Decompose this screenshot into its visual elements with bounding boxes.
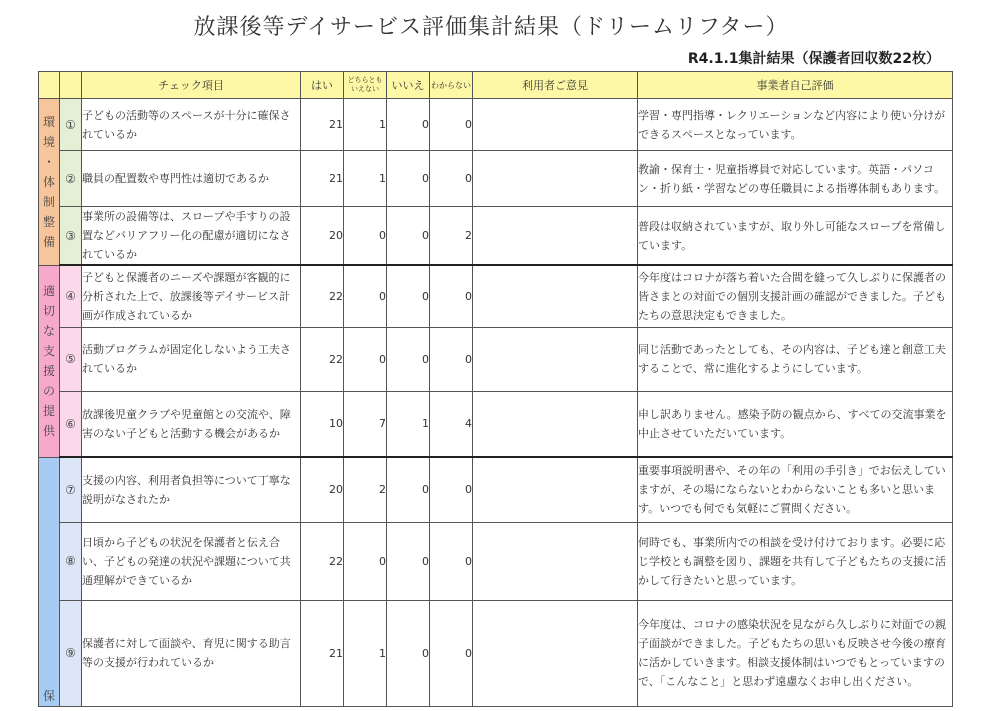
- user-opinion-cell: [473, 327, 638, 391]
- unknown-count: 0: [430, 99, 473, 151]
- row-number: ⑤: [60, 327, 82, 391]
- survey-summary-subtitle: R4.1.1集計結果（保護者回収数22枚）: [687, 51, 940, 67]
- row-number: ⑥: [60, 391, 82, 457]
- category-char: ・: [42, 154, 55, 169]
- check-item-text: 子どもと保護者のニーズや課題が客観的に分析された上で、放課後等デイサービス計画が作成されているか: [82, 265, 301, 327]
- table-row: [39, 327, 953, 391]
- category-char: 切: [42, 304, 55, 318]
- table-row: [39, 151, 953, 207]
- user-opinion-cell: [473, 265, 638, 327]
- check-item-text: 日頃から子どもの状況を保護者と伝え合い、子どもの発達の状況や課題について共通理解ができているか: [82, 522, 301, 600]
- unknown-count: 4: [430, 391, 473, 457]
- category-char: 供: [42, 424, 55, 438]
- row-number: ⑨: [60, 600, 82, 706]
- user-opinion-cell: [473, 207, 638, 266]
- yes-count: 20: [301, 207, 344, 266]
- yes-count: 21: [301, 151, 344, 207]
- category-appropriate-support: [39, 265, 60, 457]
- header-unknown: わからない: [430, 72, 473, 99]
- category-char: 支: [42, 344, 55, 358]
- self-evaluation-text: 同じ活動であったとしても、その内容は、子ども達と創意工夫することで、常に進化するようにしています。: [638, 327, 953, 391]
- row-number: ④: [60, 265, 82, 327]
- no-count: 0: [387, 265, 430, 327]
- no-count: 0: [387, 600, 430, 706]
- neutral-count: 7: [344, 391, 387, 457]
- yes-count: 22: [301, 522, 344, 600]
- yes-count: 21: [301, 99, 344, 151]
- category-char: 整: [42, 214, 55, 229]
- neutral-count: 1: [344, 151, 387, 207]
- yes-count: 22: [301, 265, 344, 327]
- unknown-count: 2: [430, 207, 473, 266]
- header-self-evaluation: 事業者自己評価: [638, 72, 953, 99]
- self-evaluation-text: 教諭・保育士・児童指導員で対応しています。英語・パソコン・折り紙・学習などの専任職員による指導体制もあります。: [638, 151, 953, 207]
- neutral-count: 1: [344, 600, 387, 706]
- category-char: 適: [42, 284, 55, 298]
- category-guardian-support: [39, 457, 60, 706]
- page-title: 放課後等デイサービス評価集計結果（ドリームリフター）: [193, 15, 789, 40]
- row-number: ③: [60, 207, 82, 266]
- category-char: 体: [42, 174, 55, 189]
- neutral-count: 0: [344, 327, 387, 391]
- user-opinion-cell: [473, 522, 638, 600]
- yes-count: 22: [301, 327, 344, 391]
- header-neutral-line2: いえない: [351, 85, 379, 93]
- table-row: [39, 207, 953, 266]
- check-item-text: 子どもの活動等のスペースが十分に確保されているか: [82, 99, 301, 151]
- category-char: 制: [42, 194, 55, 209]
- no-count: 0: [387, 327, 430, 391]
- neutral-count: 0: [344, 522, 387, 600]
- no-count: 0: [387, 151, 430, 207]
- row-number: ②: [60, 151, 82, 207]
- self-evaluation-text: 今年度は、コロナの感染状況を見ながら久しぶりに対面での親子面談ができました。子どもたちの思いも反映させ今後の療育に活かしていきます。相談支援体制はいつでもとっていますので、「こんなこと」と思わず遠慮なくお申し出ください。: [638, 600, 953, 706]
- check-item-text: 活動プログラムが固定化しないよう工夫されているか: [82, 327, 301, 391]
- category-char: の: [42, 384, 55, 398]
- check-item-text: 支援の内容、利用者負担等について丁寧な説明がなされたか: [82, 457, 301, 522]
- category-char: 備: [42, 234, 55, 249]
- user-opinion-cell: [473, 457, 638, 522]
- table-row: [39, 391, 953, 457]
- header-no: いいえ: [387, 72, 430, 99]
- header-number-blank: [60, 72, 82, 99]
- row-number: ①: [60, 99, 82, 151]
- row-number: ⑦: [60, 457, 82, 522]
- check-item-text: 事業所の設備等は、スロープや手すりの設置などバリアフリー化の配慮が適切になされているか: [82, 207, 301, 266]
- table-row: [39, 457, 953, 522]
- evaluation-table: [38, 71, 953, 707]
- user-opinion-cell: [473, 600, 638, 706]
- header-neutral-line1: どちらとも: [347, 76, 383, 84]
- self-evaluation-text: 申し訳ありません。感染予防の観点から、すべての交流事業を中止させていただいています。: [638, 391, 953, 457]
- user-opinion-cell: [473, 99, 638, 151]
- yes-count: 20: [301, 457, 344, 522]
- neutral-count: 2: [344, 457, 387, 522]
- self-evaluation-text: 重要事項説明書や、その年の「利用の手引き」でお伝えしていますが、その場にならないとわからないことも多いと思います。いつでも何でも気軽にご質問ください。: [638, 457, 953, 522]
- neutral-count: 0: [344, 207, 387, 266]
- self-evaluation-text: 何時でも、事業所内での相談を受け付けております。必要に応じ学校とも調整を図り、課題を共有して子どもたちの支援に活かして行きたいと思っています。: [638, 522, 953, 600]
- category-char: 境: [42, 134, 55, 149]
- check-item-text: 職員の配置数や専門性は適切であるか: [82, 151, 301, 207]
- unknown-count: 0: [430, 600, 473, 706]
- no-count: 1: [387, 391, 430, 457]
- yes-count: 10: [301, 391, 344, 457]
- no-count: 0: [387, 207, 430, 266]
- neutral-count: 0: [344, 265, 387, 327]
- table-row: [39, 99, 953, 151]
- neutral-count: 1: [344, 99, 387, 151]
- table-row: [39, 600, 953, 706]
- header-neutral: [344, 72, 387, 99]
- category-char: 保: [42, 688, 55, 703]
- unknown-count: 0: [430, 327, 473, 391]
- unknown-count: 0: [430, 522, 473, 600]
- check-item-text: 保護者に対して面談や、育児に関する助言等の支援が行われているか: [82, 600, 301, 706]
- unknown-count: 0: [430, 457, 473, 522]
- header-yes: はい: [301, 72, 344, 99]
- category-char: 提: [42, 404, 55, 418]
- category-char: 環: [42, 114, 55, 129]
- header-check-item: チェック項目: [82, 72, 301, 99]
- self-evaluation-text: 今年度はコロナが落ち着いた合間を縫って久しぶりに保護者の皆さまとの対面での個別支援計画の確認ができました。子どもたちの意思決定もできました。: [638, 265, 953, 327]
- category-char: な: [42, 324, 55, 338]
- unknown-count: 0: [430, 151, 473, 207]
- row-number: ⑧: [60, 522, 82, 600]
- user-opinion-cell: [473, 391, 638, 457]
- table-row: [39, 522, 953, 600]
- category-char: 援: [42, 364, 55, 378]
- unknown-count: 0: [430, 265, 473, 327]
- check-item-text: 放課後児童クラブや児童館との交流や、障害のない子どもと活動する機会があるか: [82, 391, 301, 457]
- no-count: 0: [387, 457, 430, 522]
- self-evaluation-text: 普段は収納されていますが、取り外し可能なスロープを常備しています。: [638, 207, 953, 266]
- no-count: 0: [387, 522, 430, 600]
- category-environment: [39, 99, 60, 266]
- header-user-opinion: 利用者ご意見: [473, 72, 638, 99]
- yes-count: 21: [301, 600, 344, 706]
- no-count: 0: [387, 99, 430, 151]
- self-evaluation-text: 学習・専門指導・レクリエーションなど内容により使い分けができるスペースとなっています。: [638, 99, 953, 151]
- table-header-row: [39, 72, 953, 99]
- table-row: [39, 265, 953, 327]
- user-opinion-cell: [473, 151, 638, 207]
- header-category-blank: [39, 72, 60, 99]
